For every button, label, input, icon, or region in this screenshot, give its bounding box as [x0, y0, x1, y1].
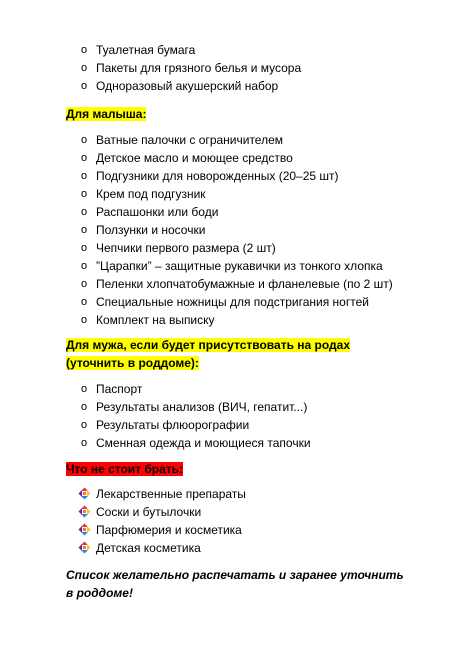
list-item: o ”Царапки” – защитные рукавички из тонкого хлопка	[81, 259, 383, 273]
list-item: Лекарственные препараты	[81, 485, 246, 503]
list-item: o Результаты анализов (ВИЧ, гепатит...)	[81, 400, 308, 414]
circle-bullet-icon: o	[81, 401, 88, 413]
list-item: o Распашонки или боди	[81, 205, 219, 219]
baby-list	[81, 131, 393, 329]
circle-bullet-icon: o	[81, 278, 88, 290]
list-item: o Чепчики первого размера (2 шт)	[81, 241, 276, 255]
circle-bullet-icon: o	[81, 152, 88, 164]
circle-bullet-icon: o	[81, 419, 88, 431]
multicolor-arrow-bullet-icon	[78, 541, 91, 554]
multicolor-arrow-bullet-icon	[78, 505, 91, 518]
list-item: o Сменная одежда и моющиеся тапочки	[81, 436, 311, 450]
list-item: o Пеленки хлопчатобумажные и фланелевые (по 2 шт)	[81, 277, 393, 291]
list-item: o Результаты флюорографии	[81, 418, 250, 432]
list-item: o Ватные палочки с ограничителем	[81, 133, 284, 147]
husband-list	[81, 380, 311, 452]
circle-bullet-icon: o	[81, 224, 88, 236]
list-item: o Пакеты для грязного белья и мусора	[81, 61, 302, 75]
circle-bullet-icon: o	[81, 242, 88, 254]
list-item: o Паспорт	[81, 382, 143, 396]
circle-bullet-icon: o	[81, 260, 88, 272]
circle-bullet-icon: o	[81, 188, 88, 200]
circle-bullet-icon: o	[81, 80, 88, 92]
circle-bullet-icon: o	[81, 296, 88, 308]
heading-text: Для мужа, если будет присутствовать на родах (уточнить в роддоме):	[66, 338, 351, 370]
list-item: Детская косметика	[81, 539, 246, 557]
circle-bullet-icon: o	[81, 62, 88, 74]
circle-bullet-icon: o	[81, 437, 88, 449]
section-heading-baby	[66, 105, 406, 123]
multicolor-arrow-bullet-icon	[78, 523, 91, 536]
circle-bullet-icon: o	[81, 206, 88, 218]
list-item: o Туалетная бумага	[81, 43, 196, 57]
list-item: Парфюмерия и косметика	[81, 521, 246, 539]
heading-text: Для малыша:	[66, 107, 147, 121]
list-item: o Одноразовый акушерский набор	[81, 79, 279, 93]
top-list	[81, 41, 301, 95]
circle-bullet-icon: o	[81, 314, 88, 326]
list-item: o Специальные ножницы для подстригания ногтей	[81, 295, 369, 309]
multicolor-arrow-bullet-icon	[78, 487, 91, 500]
list-item: o Крем под подгузник	[81, 187, 206, 201]
footer-note: Список желательно распечатать и заранее уточнить в роддоме!	[66, 568, 404, 600]
list-item: o Ползунки и носочки	[81, 223, 206, 237]
circle-bullet-icon: o	[81, 134, 88, 146]
circle-bullet-icon: o	[81, 44, 88, 56]
list-item: o Комплект на выписку	[81, 313, 215, 327]
section-heading-not-take	[66, 460, 406, 478]
circle-bullet-icon: o	[81, 170, 88, 182]
list-item: o Детское масло и моющее средство	[81, 151, 293, 165]
section-heading-husband	[66, 336, 406, 372]
heading-text: Что не стоит брать:	[66, 462, 184, 476]
circle-bullet-icon: o	[81, 383, 88, 395]
not-take-list	[81, 485, 246, 557]
list-item: o Подгузники для новорожденных (20–25 шт)	[81, 169, 339, 183]
list-item: Соски и бутылочки	[81, 503, 246, 521]
